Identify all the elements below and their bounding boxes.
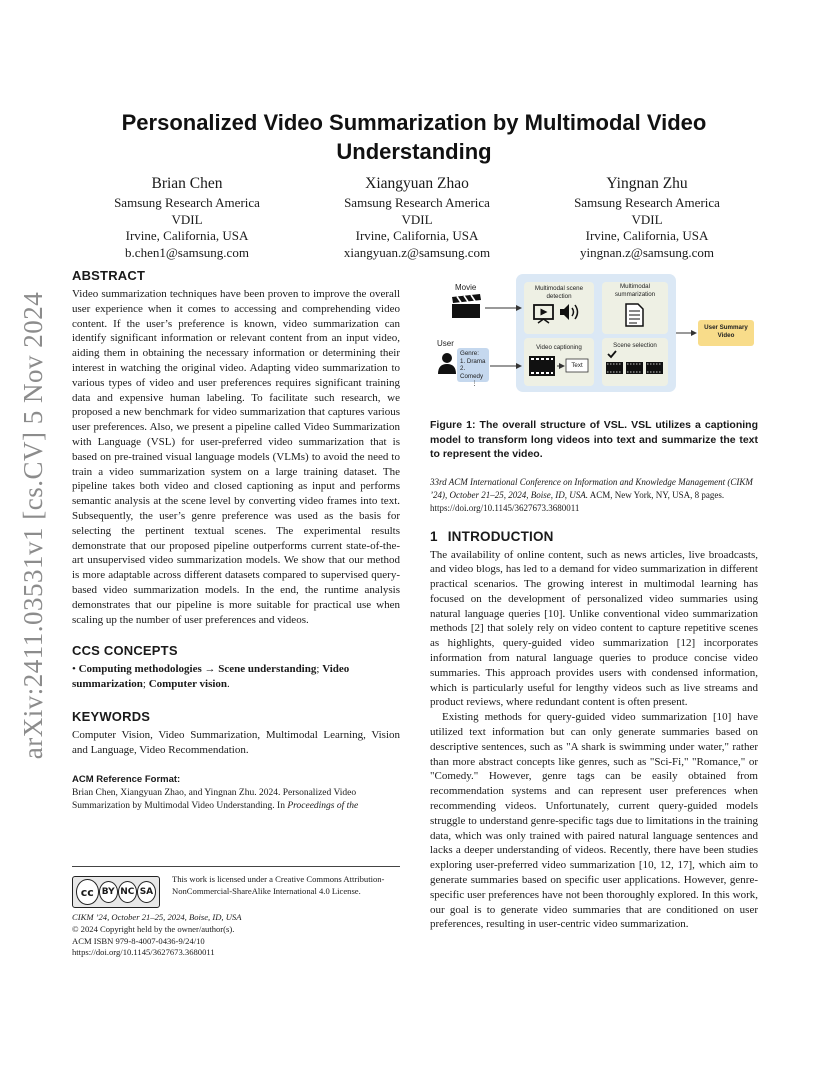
author-3 (532, 174, 762, 261)
cc-icon: cc (76, 879, 99, 905)
intro-paragraph-1: The availability of online content, such as news articles, live broadcasts, and video blogs, has led to a demand for video summarization in different practical scenarios. The growing interest in multimodal learning has focused on the development of personalized video summaries using natural language queries [10]. Unlike conventional video summarization methods [2] that solely rely on video content to capture repetitive scenes as highlights, query-guided video summarization [12] incorporates information from natural language queries to produce concise video summaries. This approach provides users with condensed information, which is particularly useful for lengthy videos such as live streams and product reviews, where redundant content is often present. (430, 548, 758, 709)
output-label (698, 324, 754, 339)
ccs-bullet: • (72, 663, 76, 676)
genre-item-1: 1. Drama (460, 357, 486, 365)
license-block (72, 866, 400, 908)
paper-title: Personalized Video Summarization by Multimodal Video Understanding (121, 110, 707, 164)
selected-scene-strips (606, 362, 663, 374)
license-text: This work is licensed under a Creative Commons Attribution-NonCommercial-ShareAlike International 4.0 License. (172, 874, 385, 896)
ccs-item-1: Computing methodologies → Scene understanding (78, 663, 317, 676)
ccs-heading: CCS CONCEPTS (72, 643, 178, 659)
abstract-heading: ABSTRACT (72, 268, 146, 283)
cc-by-icon: BY (99, 881, 118, 903)
author-1 (72, 174, 302, 261)
arxiv-identifier-text: arXiv:2411.03531v1 [cs.CV] 5 Nov 2024 (18, 291, 49, 759)
ccs-item-3: Computer vision (148, 678, 228, 691)
output-line-1: User Summary (704, 324, 748, 331)
author-org: Samsung Research America (574, 195, 720, 210)
keywords-heading: KEYWORDS (72, 708, 151, 724)
acm-reference-text (72, 787, 400, 813)
conference-reference (430, 476, 758, 515)
conference-name: 33rd ACM International Conference on Information and Knowledge Management (CIKM ’24), October 21–25, 2024, Boise, ID, USA. (430, 476, 753, 500)
author-location: Irvine, California, USA (125, 228, 249, 243)
arxiv-identifier (14, 290, 54, 760)
author-email[interactable]: yingnan.z@samsung.com (579, 244, 714, 260)
section-title: INTRODUCTION (447, 528, 554, 544)
author-name: Brian Chen (151, 175, 223, 192)
pubinfo-isbn: ACM ISBN 979-8-4007-0436-9/24/10 (72, 935, 205, 946)
author-2 (302, 174, 532, 261)
author-location: Irvine, California, USA (585, 228, 709, 243)
document-icon (626, 304, 643, 326)
author-email[interactable]: b.chen1@samsung.com (125, 244, 249, 260)
summarization-line-1: Multimodal (620, 283, 650, 290)
author-name: Xiangyuan Zhao (365, 175, 469, 192)
ccs-sep: ; (316, 663, 323, 676)
author-dept: VDIL (401, 211, 433, 227)
user-icon (438, 353, 456, 374)
movie-label: Movie (455, 283, 477, 292)
ccs-sep: ; (142, 678, 149, 691)
right-column (430, 268, 758, 932)
section-number: 1 (430, 528, 438, 544)
creative-commons-logo[interactable] (72, 876, 160, 908)
captioning-label: Video captioning (536, 344, 582, 351)
summarization-line-2: summarization (614, 290, 656, 298)
author-dept: VDIL (171, 211, 203, 227)
intro-paragraph-2: Existing methods for query-guided video summarization [10] have utilized text information but can only generate summaries based on descriptive sentences, such as "A shark is swimming under water," rather than more abstract concepts like genres, such as "Sci-Fi," "Romance," or "Comedy." However, genre tags can be easily obtained from recommendation systems and can represent user preferences when recommending videos. Unfortunately, current query-guided models struggle to understand genre-specific tags due to limitations in the training data, which was only trained with paired natural language sentences and lacks a deeper understanding of videos. Recently, there have been studies exploring user-preferred video summarization [10, 12, 17], which aim to generate summaries based on specific user applications. However, genre-specific user preferences have not been thoroughly explored. In this work, our goal is to generate video summaries that are conditioned on user preferences, resulting in user-centric video summarization. (430, 711, 758, 931)
author-dept: VDIL (631, 211, 663, 227)
scene-selection-label: Scene selection (613, 342, 657, 349)
pubinfo-copyright: © 2024 Copyright held by the owner/author(s). (72, 923, 235, 934)
genre-item-more: ⋮ (471, 380, 478, 387)
figure-caption: Figure 1: The overall structure of VSL. VSL utilizes a captioning model to transform long videos into text and summarize the text to represent the video. (430, 419, 758, 460)
genre-item-2: 2. Comedy (460, 365, 484, 380)
text-box-label: Text (571, 362, 583, 369)
scene-detection-label (524, 285, 594, 300)
ccs-concepts (72, 662, 400, 692)
author-org: Samsung Research America (344, 195, 490, 210)
summarization-label (602, 283, 668, 298)
acm-reference (72, 774, 400, 813)
publication-info (72, 912, 400, 959)
acm-reference-body: Brian Chen, Xiangyuan Zhao, and Yingnan Zhu. 2024. Personalized Video Summarization by Multimodal Video Understanding. In (72, 787, 357, 811)
scene-detection-line-2: detection (546, 292, 572, 300)
author-name: Yingnan Zhu (606, 175, 688, 192)
ccs-end: . (227, 678, 230, 691)
pubinfo-doi[interactable]: https://doi.org/10.1145/3627673.3680011 (72, 947, 215, 958)
genre-list (457, 350, 489, 388)
pubinfo-venue: CIKM ’24, October 21–25, 2024, Boise, ID, USA (72, 912, 242, 922)
author-org: Samsung Research America (114, 195, 260, 210)
output-line-2: Video (717, 331, 735, 339)
abstract-text: Video summarization techniques have been proven to improve the overall user experience when it comes to accessing and comprehending video content. If the user’s preference is known, video summarization can identify significant information or relevant content from an input video, aiding them in obtaining the necessary information or determining their interest in watching the original video. Adapting video summarization to various types of video and user preferences requires significant training data and expensive human labeling. To facilitate such research, we proposed a new benchmark for video summarization that captures various user preferences. Also, we present a pipeline called Video Summarization with Language (VSL) for user-preferred video summarization that is based on pre-trained visual language models (VLMs) to avoid the need to train a video summarization system on a large training dataset. The pipeline takes both video and closed captioning as input and performs semantic analysis at the scene level by converting video frames into text. Subsequently, the user’s genre preference was used as the basis for selecting the pertinent textual scenes. The experimental results demonstrate that our proposed pipeline outperforms current state-of-the-art unsupervised video summarization models. We show that our method is more adaptable across different datasets compared to supervised query-based video summarization models. In the end, the runtime analysis demonstrates that our pipeline is more suitable for practical use when scaling up the number of user preferences and videos. (72, 288, 400, 626)
left-column (72, 268, 400, 813)
introduction-heading (430, 529, 758, 544)
cc-nc-icon: NC (118, 881, 137, 903)
author-location: Irvine, California, USA (355, 228, 479, 243)
movie-clapper-icon (452, 294, 481, 318)
acm-reference-heading: ACM Reference Format: (72, 773, 181, 785)
figure-1-diagram (430, 270, 758, 402)
acm-reference-italic: Proceedings of the (287, 800, 359, 811)
scene-detection-line-1: Multimodal scene (534, 285, 584, 292)
film-strip-icon (529, 356, 555, 376)
user-label: User (437, 339, 454, 348)
genre-title: Genre: (460, 350, 479, 357)
cc-sa-icon: SA (137, 881, 156, 903)
ccs-item-2: Video summarization (72, 663, 350, 691)
author-email[interactable]: xiangyuan.z@samsung.com (343, 244, 491, 260)
keywords-text: Computer Vision, Video Summarization, Multimodal Learning, Vision and Language, Video Recommendation. (72, 728, 400, 756)
author-block (72, 174, 762, 261)
conference-details: ACM, New York, NY, USA, 8 pages. https://doi.org/10.1145/3627673.3680011 (430, 489, 725, 513)
